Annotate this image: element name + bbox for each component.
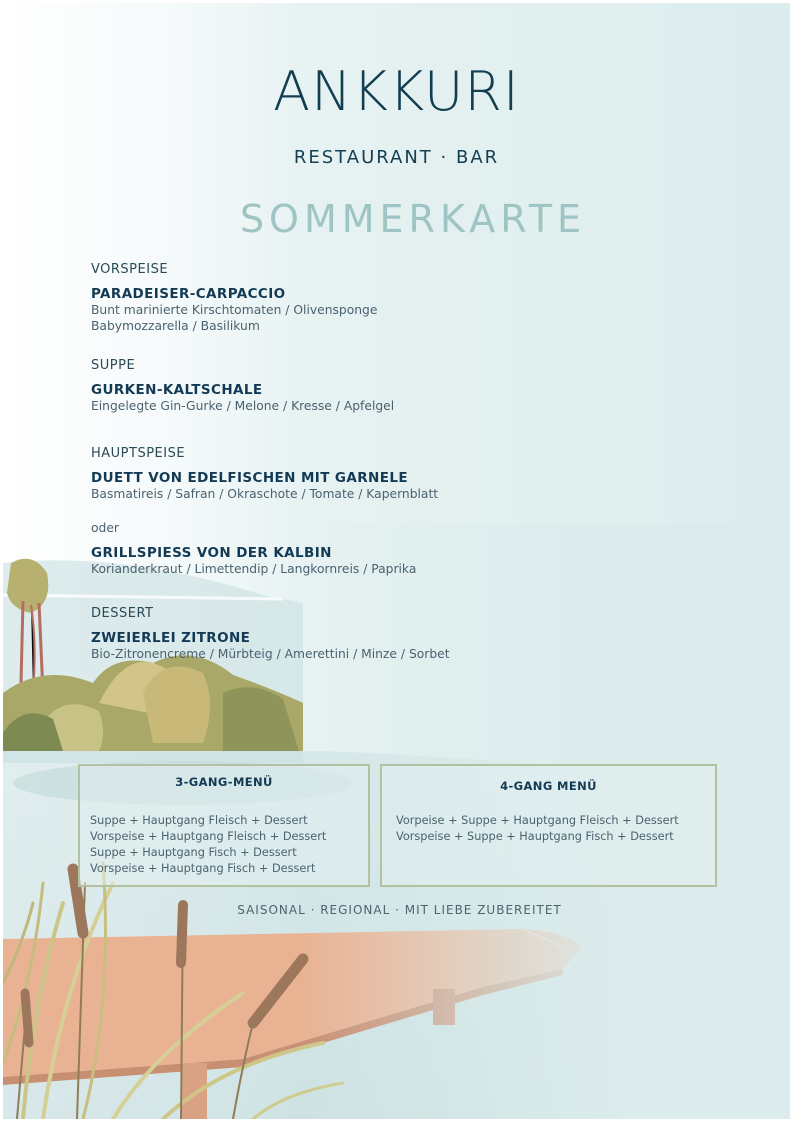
dish-name: DUETT VON EDELFISCHEN MIT GARNELE (91, 470, 408, 486)
dish-description: Bio-Zitronencreme / Mürbteig / Amerettini / Minze / Sorbet (91, 647, 450, 661)
footer-tagline: SAISONAL · REGIONAL · MIT LIEBE ZUBEREITET (237, 903, 562, 917)
menu-option: Vorspeise + Suppe + Hauptgang Fisch + Dessert (396, 830, 674, 843)
dish-name: GRILLSPIESS VON DER KALBIN (91, 545, 332, 561)
section-label: DESSERT (91, 606, 154, 621)
dish-description: Basmatireis / Safran / Okraschote / Tomate / Kapernblatt (91, 487, 439, 501)
section-suppe (91, 358, 394, 414)
alternative-label: oder (91, 521, 119, 535)
dish-description: Korianderkraut / Limettendip / Langkornreis / Paprika (91, 562, 417, 576)
dish-description: Bunt marinierte Kirschtomaten / Olivensponge (91, 303, 378, 317)
menu-box-3-gang (78, 764, 370, 887)
section-label: VORSPEISE (91, 262, 169, 277)
logo-tagline: RESTAURANT · BAR (293, 147, 500, 168)
menu-option: Vorpeise + Suppe + Hauptgang Fleisch + Dessert (396, 814, 679, 827)
dish-description: Eingelegte Gin-Gurke / Melone / Kresse / Apfelgel (91, 399, 395, 413)
page-title: SOMMERKARTE (239, 197, 587, 241)
dish-name: PARADEISER-CARPACCIO (91, 286, 286, 302)
section-label: HAUPTSPEISE (91, 446, 186, 461)
menu-box-4-gang (380, 764, 717, 887)
logo-wordmark: ANKKURI (273, 60, 520, 123)
section-vorspeise (91, 262, 377, 334)
menu-box-title: 4-GANG MENÜ (500, 779, 597, 793)
section-hauptspeise-alt (91, 545, 416, 577)
section-dessert (91, 606, 450, 662)
menu-option: Vorspeise + Hauptgang Fleisch + Dessert (90, 830, 327, 843)
menu-option: Vorspeise + Hauptgang Fisch + Dessert (90, 862, 316, 875)
section-hauptspeise (91, 446, 438, 502)
menu-option: Suppe + Hauptgang Fleisch + Dessert (90, 814, 308, 827)
menu-page (3, 3, 790, 1119)
section-label: SUPPE (91, 358, 136, 373)
dish-name: ZWEIERLEI ZITRONE (91, 630, 251, 646)
menu-box-title: 3-GANG-MENÜ (175, 775, 273, 789)
dish-description: Babymozzarella / Basilikum (91, 319, 260, 333)
dish-name: GURKEN-KALTSCHALE (91, 382, 263, 398)
menu-option: Suppe + Hauptgang Fisch + Dessert (90, 846, 297, 859)
